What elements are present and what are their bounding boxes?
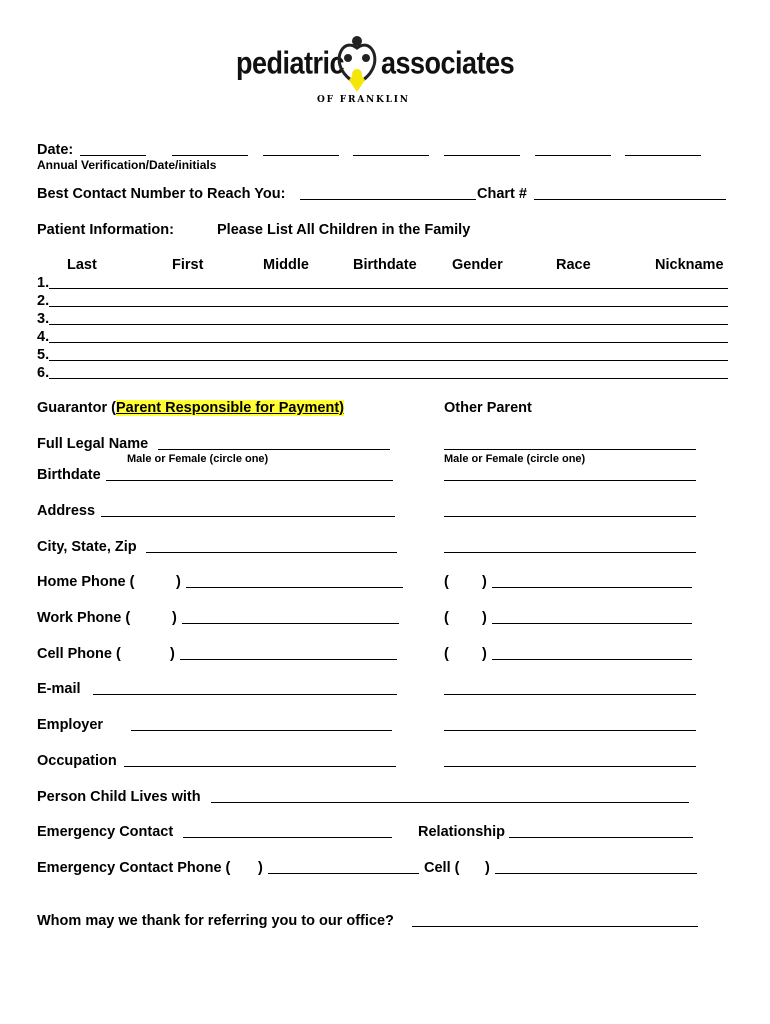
emergency-cell-label: Cell ( [424, 860, 460, 876]
child-row-number: 4. [37, 329, 50, 345]
date-line-2[interactable] [172, 155, 248, 156]
referral-label: Whom may we thank for referring you to our office? [37, 913, 394, 929]
paren-open: ( [444, 574, 449, 590]
email-label: E-mail [37, 681, 81, 697]
child-row-number: 6. [37, 365, 50, 381]
column-birthdate: Birthdate [353, 257, 417, 273]
person-child-lives-label: Person Child Lives with [37, 789, 201, 805]
guarantor-birthdate-line[interactable] [106, 480, 393, 481]
other-parent-email-line[interactable] [444, 694, 696, 695]
work-phone-label: Work Phone ( [37, 610, 131, 626]
full-legal-name-label: Full Legal Name [37, 436, 149, 452]
home-phone-label: Home Phone ( [37, 574, 135, 590]
guarantor-occupation-line[interactable] [124, 766, 396, 767]
child-row-line-5[interactable] [49, 360, 728, 361]
chart-number-line[interactable] [534, 199, 726, 200]
cell-phone-label: Cell Phone ( [37, 646, 121, 662]
guarantor-home-phone-line[interactable] [186, 587, 403, 588]
city-state-zip-label: City, State, Zip [37, 539, 137, 555]
logo-word-right: associates [381, 46, 515, 81]
paren-open: ( [444, 610, 449, 626]
child-row-line-2[interactable] [49, 306, 728, 307]
date-line-7[interactable] [625, 155, 701, 156]
guarantor-gender-note: Male or Female (circle one) [127, 453, 269, 465]
guarantor-highlight: Parent Responsible for Payment) [115, 400, 344, 416]
guarantor-employer-line[interactable] [131, 730, 392, 731]
guarantor-heading [37, 400, 344, 416]
emergency-phone-line[interactable] [268, 873, 419, 874]
paren-close: ) [485, 860, 490, 876]
other-parent-name-line[interactable] [444, 449, 696, 450]
relationship-line[interactable] [509, 837, 693, 838]
person-child-lives-line[interactable] [211, 802, 689, 803]
guarantor-address-line[interactable] [101, 516, 395, 517]
paren-close: ) [172, 610, 177, 626]
date-line-5[interactable] [444, 155, 520, 156]
other-parent-home-phone-line[interactable] [492, 587, 692, 588]
children-list-label: Please List All Children in the Family [217, 222, 471, 238]
date-line-1[interactable] [80, 155, 146, 156]
guarantor-name-line[interactable] [158, 449, 390, 450]
other-parent-gender-note: Male or Female (circle one) [444, 453, 586, 465]
child-row-line-1[interactable] [49, 288, 728, 289]
date-line-3[interactable] [263, 155, 339, 156]
paren-close: ) [258, 860, 263, 876]
other-parent-occupation-line[interactable] [444, 766, 696, 767]
column-middle: Middle [263, 257, 309, 273]
child-row-line-4[interactable] [49, 342, 728, 343]
other-parent-heading: Other Parent [444, 400, 532, 416]
child-row-number: 5. [37, 347, 50, 363]
child-row-number: 2. [37, 293, 50, 309]
referral-line[interactable] [412, 926, 698, 927]
paren-close: ) [482, 574, 487, 590]
other-parent-address-line[interactable] [444, 516, 696, 517]
birthdate-label: Birthdate [37, 467, 101, 483]
child-row-line-3[interactable] [49, 324, 728, 325]
other-parent-employer-line[interactable] [444, 730, 696, 731]
emergency-phone-label: Emergency Contact Phone ( [37, 860, 231, 876]
date-line-6[interactable] [535, 155, 611, 156]
paren-close: ) [176, 574, 181, 590]
paren-open: ( [444, 646, 449, 662]
emergency-cell-line[interactable] [495, 873, 697, 874]
child-row-number: 3. [37, 311, 50, 327]
guarantor-cell-phone-line[interactable] [180, 659, 397, 660]
employer-label: Employer [37, 717, 104, 733]
emergency-contact-label: Emergency Contact [37, 824, 174, 840]
other-parent-city-line[interactable] [444, 552, 696, 553]
other-parent-birthdate-line[interactable] [444, 480, 696, 481]
date-line-4[interactable] [353, 155, 429, 156]
family-emblem-icon [334, 34, 380, 96]
logo-subtitle: OF FRANKLIN [317, 95, 410, 105]
column-race: Race [556, 257, 591, 273]
column-gender: Gender [452, 257, 503, 273]
annual-verification-label: Annual Verification/Date/initials [37, 158, 217, 172]
guarantor-work-phone-line[interactable] [182, 623, 399, 624]
column-first: First [172, 257, 204, 273]
paren-close: ) [482, 646, 487, 662]
guarantor-label: Guarantor ( [37, 400, 116, 416]
paren-close: ) [170, 646, 175, 662]
date-label: Date: [37, 142, 74, 158]
best-contact-label: Best Contact Number to Reach You: [37, 186, 286, 202]
child-row-line-6[interactable] [49, 378, 728, 379]
occupation-label: Occupation [37, 753, 117, 769]
child-row-number: 1. [37, 275, 50, 291]
other-parent-cell-phone-line[interactable] [492, 659, 692, 660]
emergency-contact-line[interactable] [183, 837, 392, 838]
guarantor-email-line[interactable] [93, 694, 397, 695]
paren-close: ) [482, 610, 487, 626]
guarantor-city-line[interactable] [146, 552, 397, 553]
address-label: Address [37, 503, 96, 519]
patient-info-label: Patient Information: [37, 222, 174, 238]
relationship-label: Relationship [418, 824, 506, 840]
best-contact-line[interactable] [300, 199, 476, 200]
logo-word-left: pediatric [236, 46, 345, 81]
column-last: Last [67, 257, 97, 273]
other-parent-work-phone-line[interactable] [492, 623, 692, 624]
column-nickname: Nickname [655, 257, 724, 273]
chart-label: Chart # [477, 186, 527, 202]
